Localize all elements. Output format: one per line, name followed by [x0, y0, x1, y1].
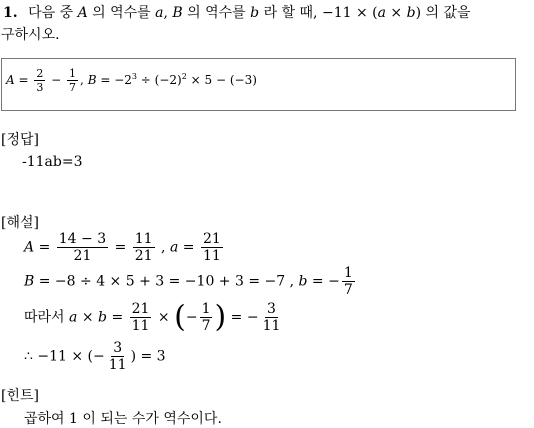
denominator: 21: [73, 248, 92, 264]
answer-value: -11ab=3: [22, 154, 83, 170]
given-expression: [6, 68, 257, 93]
op: = −: [307, 273, 340, 290]
fraction: [261, 302, 283, 333]
var-b: b: [406, 5, 416, 21]
denominator: 7: [343, 282, 353, 298]
solution-line-2: [24, 266, 357, 297]
op: = −: [226, 309, 259, 326]
numerator: 1: [343, 265, 353, 281]
solution-label: [해설]: [1, 215, 39, 231]
denominator: 21: [134, 248, 153, 264]
denominator: 7: [69, 81, 77, 94]
numerator: 2: [36, 67, 44, 80]
problem-text: 라 할 때,: [263, 5, 318, 21]
problem-number: 1.: [3, 5, 18, 21]
solution-text: 따라서: [24, 309, 65, 326]
op: ×: [77, 309, 99, 326]
var-a: a: [69, 309, 78, 326]
problem-text: 의 값을: [425, 5, 471, 21]
numerator: 3: [267, 301, 276, 317]
numerator: 21: [131, 301, 150, 317]
numerator: 1: [69, 67, 77, 80]
expression: ) = 3: [130, 348, 166, 365]
op: ,: [80, 73, 88, 87]
solution-line-4: [24, 341, 166, 372]
op: × 5 − (−3): [186, 73, 257, 87]
var-a: a: [377, 5, 386, 21]
solution-line-1: [24, 232, 225, 263]
fraction: [201, 232, 223, 263]
problem-text: 의 역수를: [92, 5, 151, 21]
var-a: a: [155, 5, 164, 21]
expression: = −8 ÷ 4 × 5 + 3 = −10 + 3 = −7 ,: [34, 273, 299, 290]
numerator: 21: [202, 231, 221, 247]
answer-label: [정답]: [1, 132, 39, 148]
var-B: B: [87, 73, 97, 87]
fraction: [107, 341, 129, 372]
op: ÷ (−2): [136, 73, 182, 87]
fraction: [200, 302, 213, 333]
var-A: A: [6, 73, 15, 87]
problem-text: 다음 중: [28, 5, 74, 21]
op: −: [185, 309, 198, 326]
var-B: B: [172, 5, 183, 21]
denominator: 7: [201, 318, 211, 334]
exponent: 2: [181, 72, 187, 81]
var-b: b: [250, 5, 260, 21]
denominator: 3: [36, 81, 44, 94]
expression: ×: [385, 5, 407, 21]
fraction: [57, 232, 108, 263]
problem-line-1: [3, 2, 471, 22]
numerator: 3: [113, 340, 123, 356]
op: =: [110, 239, 131, 256]
op: =: [107, 309, 128, 326]
right-paren: ): [214, 299, 227, 335]
exponent: 3: [131, 72, 137, 81]
left-paren: (: [174, 299, 186, 335]
var-b: b: [98, 309, 107, 326]
var-B: B: [24, 273, 35, 290]
op: =: [14, 73, 33, 87]
problem-text: ,: [163, 5, 168, 21]
denominator: 11: [108, 357, 127, 373]
denominator: 11: [202, 248, 221, 264]
hint-label: [힌트]: [1, 388, 39, 404]
expression: ∴ −11 × (−: [24, 348, 105, 365]
fraction: [342, 266, 355, 297]
numerator: 11: [134, 231, 153, 247]
expression: −11 × (: [321, 5, 378, 21]
problem-text: 의 역수를: [187, 5, 246, 21]
op: −: [47, 73, 66, 87]
var-A: A: [77, 5, 88, 21]
hint-text: 곱하여 1 이 되는 수가 역수이다.: [24, 411, 222, 427]
fraction: [130, 302, 152, 333]
solution-line-3: [24, 299, 284, 335]
var-A: A: [24, 239, 35, 256]
expression: ): [415, 5, 422, 21]
problem-line-2: 구하시오.: [1, 27, 60, 43]
fraction: [133, 232, 155, 263]
op: =: [34, 239, 55, 256]
denominator: 11: [262, 318, 281, 334]
op: = −2: [96, 73, 132, 87]
numerator: 14 − 3: [58, 231, 107, 247]
var-a: a: [169, 239, 179, 256]
fraction: [34, 68, 45, 93]
numerator: 1: [201, 301, 211, 317]
denominator: 11: [131, 318, 150, 334]
var-b: b: [298, 273, 308, 290]
fraction: [67, 68, 78, 93]
op: ,: [156, 239, 170, 256]
op: ×: [153, 309, 175, 326]
op: =: [178, 239, 199, 256]
